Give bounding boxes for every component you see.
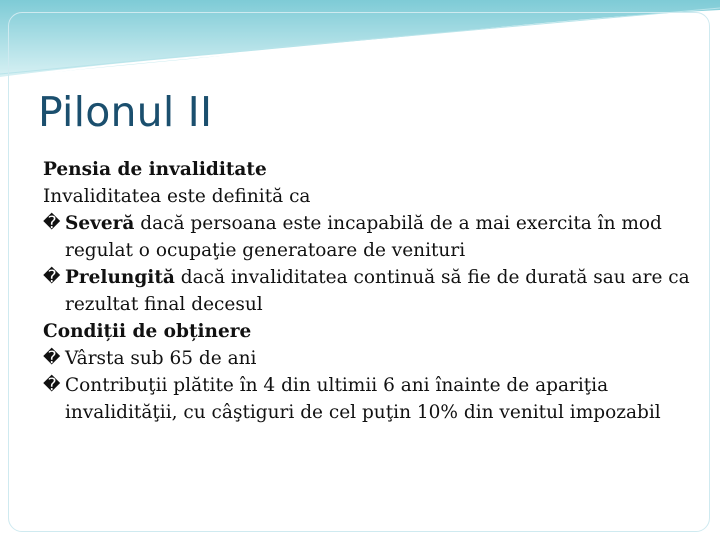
bullet-item-prolonged [43,264,693,318]
section-heading-invalidity-pension: Pensia de invaliditate [43,159,267,180]
bullet-item-contributions [43,372,693,426]
bullet-description: dacă persoana este incapabilă de a mai exercita în mod regulat o ocupaţie generatoare de venituri [65,213,662,261]
bullet-description: dacă invaliditatea continuă să fie de durată sau are ca rezultat final decesul [65,267,690,315]
bullet-item-age [43,345,693,372]
bullet-item-severe [43,210,693,264]
bullet-term: Prelungită [65,267,175,288]
bullet-icon: � [43,213,61,233]
section-heading-conditions: Condiții de obținere [43,321,252,342]
bullet-icon: � [43,267,61,287]
bullet-term: Severă [65,213,135,234]
slide-title: Pilonul II [38,88,213,136]
definition-intro: Invaliditatea este definită ca [43,186,311,207]
bullet-text [65,210,693,264]
bullet-description: Vârsta sub 65 de ani [65,348,257,369]
bullet-icon: � [43,375,61,395]
bullet-text [65,264,693,318]
slide-body [43,156,693,426]
bullet-icon: � [43,348,61,368]
bullet-description: Contribuţii plătite în 4 din ultimii 6 ani înainte de apariţia invalidităţii, cu câştiguri de cel puţin 10% din venitul impozabil [65,375,661,423]
